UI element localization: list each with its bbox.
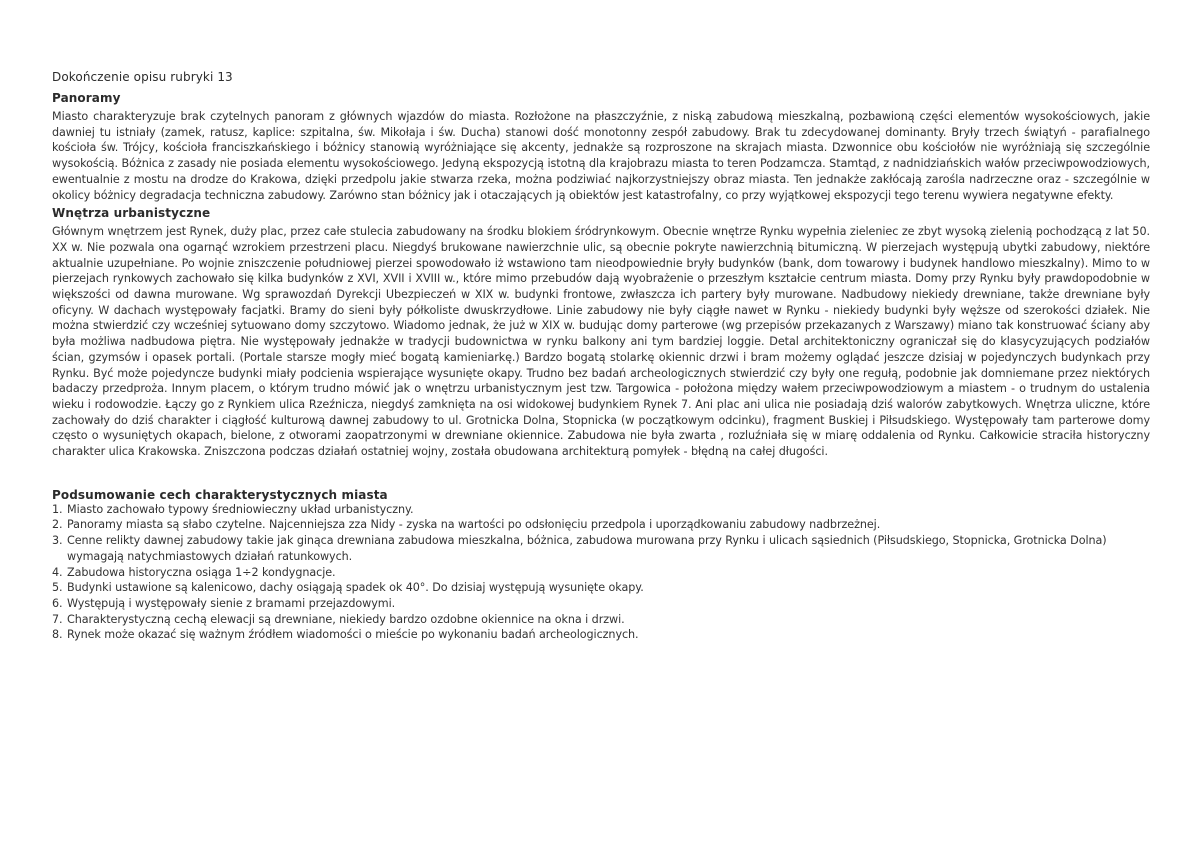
summary-item [52,502,1150,518]
summary-item [52,517,1150,533]
summary-item-text: Rynek może okazać się ważnym źródłem wiadomości o mieście po wykonaniu badań archeologicznych. [67,628,639,642]
document-content [52,70,1150,643]
section-heading-wnetrza: Wnętrza urbanistyczne [52,206,211,221]
summary-list [52,502,1150,643]
summary-item-number: 7. [52,612,63,626]
summary-item-text: Cenne relikty dawnej zabudowy takie jak ginąca drewniana zabudowa mieszkalna, bóżnica, zabudowa murowana przy Rynku i ulicach sąsiednich (Piłsudskiego, Stopnicka, Grotnicka Dolna) wymagają natychmiastowych działań ratunkowych. [67,534,1107,563]
summary-item-number: 6. [52,596,63,610]
section-text-panoramy: Miasto charakteryzuje brak czytelnych panoram z głównych wjazdów do miasta. Rozłożone na płaszczyźnie, z niską zabudową mieszkalną, pozbawioną części elementów wysokościowych, jakie dawniej tu istniały (zamek, ratusz, kaplice: szpitalna, św. Mikołaja i św. Ducha) stanowi dość monotonny zespół zabudowy. Brak tu zdecydowanej dominanty. Bryły trzech świątyń - parafialnego kościoła św. Trójcy, kościoła franciszkańskiego i bóżnicy stanowią wyróżniające się akcenty, jednakże są rozproszone na skrajach miasta. Dzwonnice obu kościołów nie wyróżniają się szczególnie wysokością. Bóżnica z zasady nie posiada elementu wysokościowego. Jedyną ekspozycją istotną dla krajobrazu miasta to teren Podzamcza. Stamtąd, z nadnidziańskich wałów przeciwpowodziowych, ewentualnie z mostu na drodze do Krakowa, dzięki przedpolu jakie stwarza rzeka, można podziwiać najkorzystniejszy obraz miasta. Ten jednakże zakłócają zarośla nadrzeczne oraz - szczególnie w okolicy bóżnicy degradacja techniczna zabudowy. Zarówno stan bóżnicy jak i otaczających ją obiektów jest katastrofalny, co przy wyjątkowej ekspozycji tego terenu wywiera negatywne efekty. [52,110,1150,202]
summary-item-text: Zabudowa historyczna osiąga 1÷2 kondygnacje. [67,565,336,579]
section-heading-podsumowanie: Podsumowanie cech charakterystycznych miasta [52,487,388,502]
summary-item-number: 4. [52,565,63,579]
summary-item [52,533,1150,564]
summary-item-text: Występują i występowały sienie z bramami przejazdowymi. [67,596,396,610]
section-heading-panoramy: Panoramy [52,91,121,105]
summary-item-number: 8. [52,628,63,642]
summary-item-text: Budynki ustawione są kalenicowo, dachy osiągają spadek ok 40°. Do dzisiaj występują wysunięte okapy. [67,581,644,595]
summary-item-number: 3. [52,534,63,548]
summary-item-text: Miasto zachowało typowy średniowieczny układ urbanistyczny. [67,502,414,516]
summary-item-text: Charakterystyczną cechą elewacji są drewniane, niekiedy bardzo ozdobne okiennice na okna i drzwi. [67,612,625,626]
summary-item-number: 2. [52,518,63,532]
section-text-wnetrza: Głównym wnętrzem jest Rynek, duży plac, przez całe stulecia zabudowany na środku blokiem śródrynkowym. Obecnie wnętrze Rynku wypełnia zieleniec ze zbyt wysoką zielenią pochodzącą z lat 50. XX w. Nie pozwala ona ogarnąć wzrokiem przestrzeni placu. Niegdyś brukowane nawierzchnie ulic, są obecnie pokryte nawierzchnią bitumiczną. W pierzejach występują ubytki zabudowy, niektóre aktualnie uzupełniane. Po wojnie zniszczenie południowej pierzei spowodowało iż wstawiono tam nieodpowiednie bryły budynków (bank, dom towarowy i budynek handlowo mieszkalny). Mimo to w pierzejach rynkowych zachowało się kilka budynków z XVI, XVII i XVIII w., które mimo przebudów dają wyobrażenie o przeszłym kształcie centrum miasta. Domy przy Rynku były prawdopodobnie w większości od dawna murowane. Wg sprawozdań Dyrekcji Ubezpieczeń w XIX w. budynki frontowe, zwłaszcza ich partery były murowane. Nadbudowy niekiedy drewniane, także drewniane były oficyny. W dachach występowały facjatki. Bramy do sieni były półkoliste dwuskrzydłowe. Linie zabudowy nie były ciągłe nawet w Rynku - niekiedy budynki były węższe od szerokości działek. Nie można stwierdzić czy wcześniej sytuowano domy szczytowo. Wiadomo jednak, że już w XIX w. budując domy parterowe (wg przepisów przekazanych z Warszawy) miano tak konstruować ściany aby była możliwa nadbudowa piętra. Nie występowały jednakże w tradycji budownictwa w rynku balkony ani tym bardziej loggie. Detal architektoniczny ograniczał się do klasycyzujących podziałów ścian, gzymsów i opasek portali. (Portale starsze mogły mieć bogatą kamieniarkę.) Bardzo bogatą stolarkę okiennic drzwi i bram możemy oglądać jeszcze dzisiaj w pojedynczych budynkach przy Rynku. Być może pojedyncze budynki miały podcienia wspierające wysunięte okapy. Trudno bez badań archeologicznych stwierdzić czy były one regułą, podobnie jak domniemane przez niektórych badaczy przedproża. Innym placem, o którym trudno mówić jak o wnętrzu urbanistycznym jest tzw. Targowica - położona między wałem przeciwpowodziowym a miastem - o trudnym do ustalenia wieku i rodowodzie. Łączy go z Rynkiem ulica Rzeźnicza, niegdyś zamknięta na osi widokowej budynkiem Rynek 7. Ani plac ani ulica nie posiadają dziś walorów zabytkowych. Wnętrza uliczne, które zachowały do dziś charakter i ciągłość kulturową dawnej zabudowy to ul. Grotnicka Dolna, Stopnicka (w początkowym odcinku), fragment Buskiej i Piłsudskiego. Występowały tam parterowe domy często o wysuniętych okapach, bielone, z otworami zaopatrzonymi w drewniane okiennice. Zabudowa nie była zwarta , rozluźniała się w miarę oddalenia od Rynku. Całkowicie straciła historyczny charakter ulica Krakowska. Zniszczona podczas działań ostatniej wojny, została obudowana architekturą pomyłek - błędną na całej długości. [52,225,1150,459]
summary-item [52,627,1150,643]
summary-item [52,612,1150,628]
page-title: Dokończenie opisu rubryki 13 [52,70,233,84]
summary-item-text: Panoramy miasta są słabo czytelne. Najcenniejsza zza Nidy - zyska na wartości po odsłonięciu przedpola i uporządkowaniu zabudowy nadbrzeżnej. [67,518,881,532]
summary-item [52,596,1150,612]
summary-item [52,565,1150,581]
summary-item-number: 5. [52,581,63,595]
summary-item-number: 1. [52,502,63,516]
summary-item [52,580,1150,596]
